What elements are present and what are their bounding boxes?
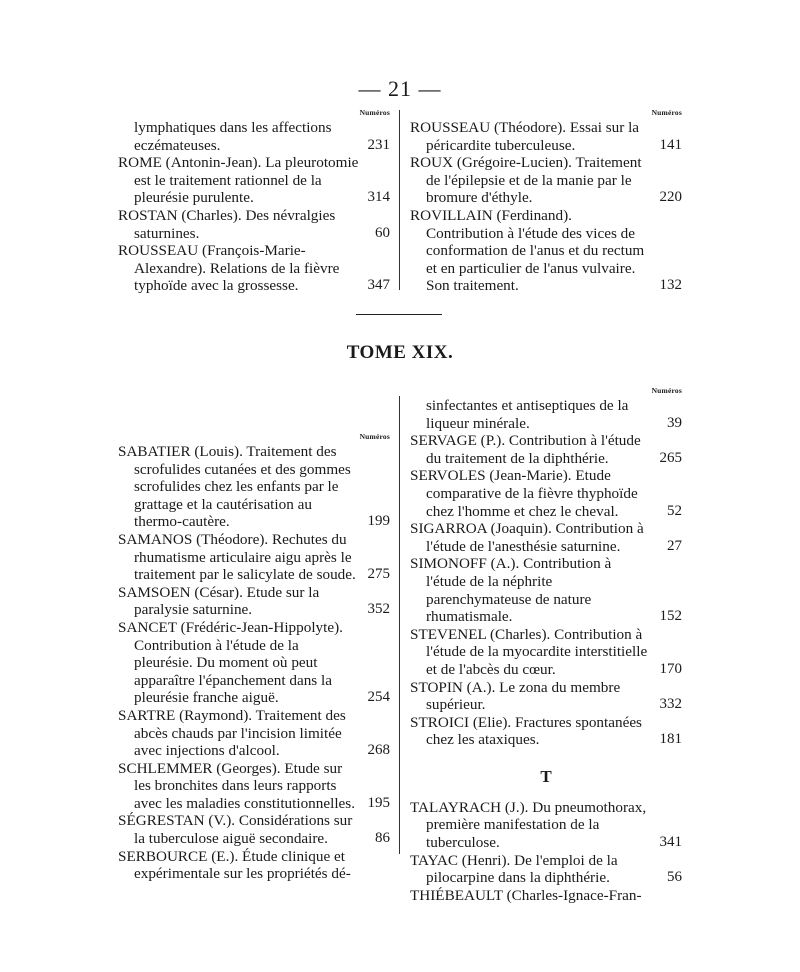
section-letter: T	[540, 766, 552, 786]
tome-heading: TOME XIX.	[346, 342, 454, 363]
entry-number: 265	[659, 449, 682, 466]
entry-text: ROUX (Grégoire-Lucien). Traitement de l'épilepsie et de la manie par le bromure d'éthyle.	[410, 154, 642, 207]
index-entry	[410, 679, 682, 714]
index-entry	[410, 887, 682, 905]
index-entry	[410, 714, 682, 749]
index-entry	[118, 812, 390, 847]
index-entry	[410, 626, 682, 679]
entry-text: STOPIN (A.). Le zona du membre supérieur.	[410, 678, 621, 714]
index-entry	[410, 799, 682, 852]
index-entry	[410, 154, 682, 207]
column-rule-bottom	[399, 396, 400, 854]
entry-number: 152	[659, 608, 682, 625]
entry-number: 60	[375, 224, 390, 241]
entry-number: 195	[367, 794, 390, 811]
entry-text: SANCET (Frédéric-Jean-Hippolyte). Contribution à l'étude de la pleurésie. Du moment où peut apparaître l'épanchement dans la pleurésie franche aiguë.	[118, 618, 343, 707]
entry-number: 52	[667, 502, 682, 519]
entry-text: STEVENEL (Charles). Contribution à l'étude de la myocardite interstitielle et de l'abcès du cœur.	[410, 625, 648, 678]
index-entry	[410, 555, 682, 625]
entry-text: THIÉBEAULT (Charles-Ignace-Fran-	[410, 886, 642, 904]
index-entry	[118, 207, 390, 242]
index-entry	[410, 852, 682, 887]
index-entry	[118, 531, 390, 584]
entry-number: 268	[367, 742, 390, 759]
entry-text: SIGARROA (Joaquin). Contribution à l'étude de l'anesthésie saturnine.	[410, 520, 644, 555]
entry-text: ROME (Antonin-Jean). La pleurotomie est le traitement rationnel de la pleurésie purulente.	[118, 154, 359, 207]
index-entry	[118, 154, 390, 207]
entry-text: SÉGRESTAN (V.). Considérations sur la tuberculose aiguë secondaire.	[118, 812, 353, 848]
entry-text: SCHLEMMER (Georges). Etude sur les bronchites dans leurs rapports avec les maladies constitutionnelles.	[118, 759, 355, 812]
entry-text: SERVAGE (P.). Contribution à l'étude du traitement de la diphthérie.	[410, 432, 641, 467]
index-entry	[118, 119, 390, 154]
entry-number: 314	[367, 189, 390, 206]
top-right-column	[410, 106, 682, 295]
numeros-label: Numéros	[359, 432, 390, 441]
entry-number: 181	[659, 731, 682, 748]
bottom-right-column	[410, 384, 682, 904]
page-number: — 21 —	[358, 76, 442, 101]
entry-number: 86	[375, 830, 390, 847]
entry-text: SABATIER (Louis). Traitement des scrofulides cutanées et des gommes scrofulides chez les enfants par le grattage et la cautérisation au thermo-cautère.	[118, 443, 351, 531]
entry-list	[118, 119, 390, 295]
entry-list	[410, 119, 682, 295]
entry-text: SERVOLES (Jean-Marie). Etude comparative de la fièvre thyphoïde chez l'homme et chez le cheval.	[410, 467, 638, 520]
entry-text: SAMANOS (Théodore). Rechutes du rhumatisme articulaire aigu après le traitement par le salicylate de soude.	[118, 530, 356, 584]
entry-number: 27	[667, 537, 682, 554]
entry-number: 220	[659, 189, 682, 206]
entry-text: TALAYRACH (J.). Du pneumothorax, première manifestation de la tuberculose.	[410, 798, 647, 852]
entry-number: 199	[367, 513, 390, 530]
index-entry	[410, 119, 682, 154]
entry-number: 254	[367, 689, 390, 706]
entry-number: 352	[367, 601, 390, 618]
entry-number: 170	[659, 660, 682, 677]
column-rule-top	[399, 110, 400, 290]
entry-list	[410, 397, 682, 749]
entry-number: 141	[659, 136, 682, 153]
entry-list	[118, 443, 390, 883]
index-entry	[410, 520, 682, 555]
entry-text: lymphatiques dans les affections eczémateuses.	[134, 119, 332, 154]
index-entry	[118, 848, 390, 883]
entry-text: SERBOURCE (E.). Étude clinique et expérimentale sur les propriétés dé-	[118, 847, 351, 883]
entry-number: 347	[367, 277, 390, 294]
index-entry	[118, 760, 390, 813]
entry-text: SAMSOEN (César). Etude sur la paralysie saturnine.	[118, 583, 320, 619]
numeros-label: Numéros	[359, 108, 390, 117]
entry-text: STROICI (Elie). Fractures spontanées chez les ataxiques.	[410, 713, 642, 749]
entry-number: 39	[667, 414, 682, 431]
index-entry	[410, 207, 682, 295]
entry-text: ROUSSEAU (Théodore). Essai sur la péricardite tuberculeuse.	[410, 119, 640, 154]
entry-text: SIMONOFF (A.). Contribution à l'étude de la néphrite parenchymateuse de nature rhumatismale.	[410, 555, 612, 626]
top-left-column	[118, 106, 390, 295]
index-entry	[118, 619, 390, 707]
numeros-label: Numéros	[651, 386, 682, 395]
entry-number: 56	[667, 869, 682, 886]
index-entry	[410, 432, 682, 467]
entry-number: 275	[367, 566, 390, 583]
numeros-label: Numéros	[651, 108, 682, 117]
index-entry	[410, 467, 682, 520]
index-entry	[118, 707, 390, 760]
entry-number: 332	[659, 696, 682, 713]
index-entry	[118, 242, 390, 295]
entry-number: 132	[659, 277, 682, 294]
entry-text: ROSTAN (Charles). Des névralgies saturnines.	[118, 206, 336, 242]
entry-text: ROVILLAIN (Ferdinand). Contribution à l'étude des vices de conformation de l'anus et du rectum et en particulier de l'anus vulvaire. Son traitement.	[410, 206, 645, 295]
entry-number: 231	[367, 136, 390, 153]
entry-number: 341	[659, 834, 682, 851]
index-entry	[410, 397, 682, 432]
entry-text: TAYAC (Henri). De l'emploi de la pilocarpine dans la diphthérie.	[410, 851, 618, 887]
index-entry	[118, 443, 390, 531]
entry-text: SARTRE (Raymond). Traitement des abcès chauds par l'incision limitée avec injections d'alcool.	[118, 706, 346, 760]
section-divider	[356, 314, 442, 315]
bottom-left-column	[118, 430, 390, 883]
entry-list	[410, 799, 682, 905]
entry-text: ROUSSEAU (François-Marie-Alexandre). Relations de la fièvre typhoïde avec la grossesse.	[118, 242, 340, 295]
entry-text: sinfectantes et antiseptiques de la liqueur minérale.	[426, 397, 629, 432]
index-entry	[118, 584, 390, 619]
